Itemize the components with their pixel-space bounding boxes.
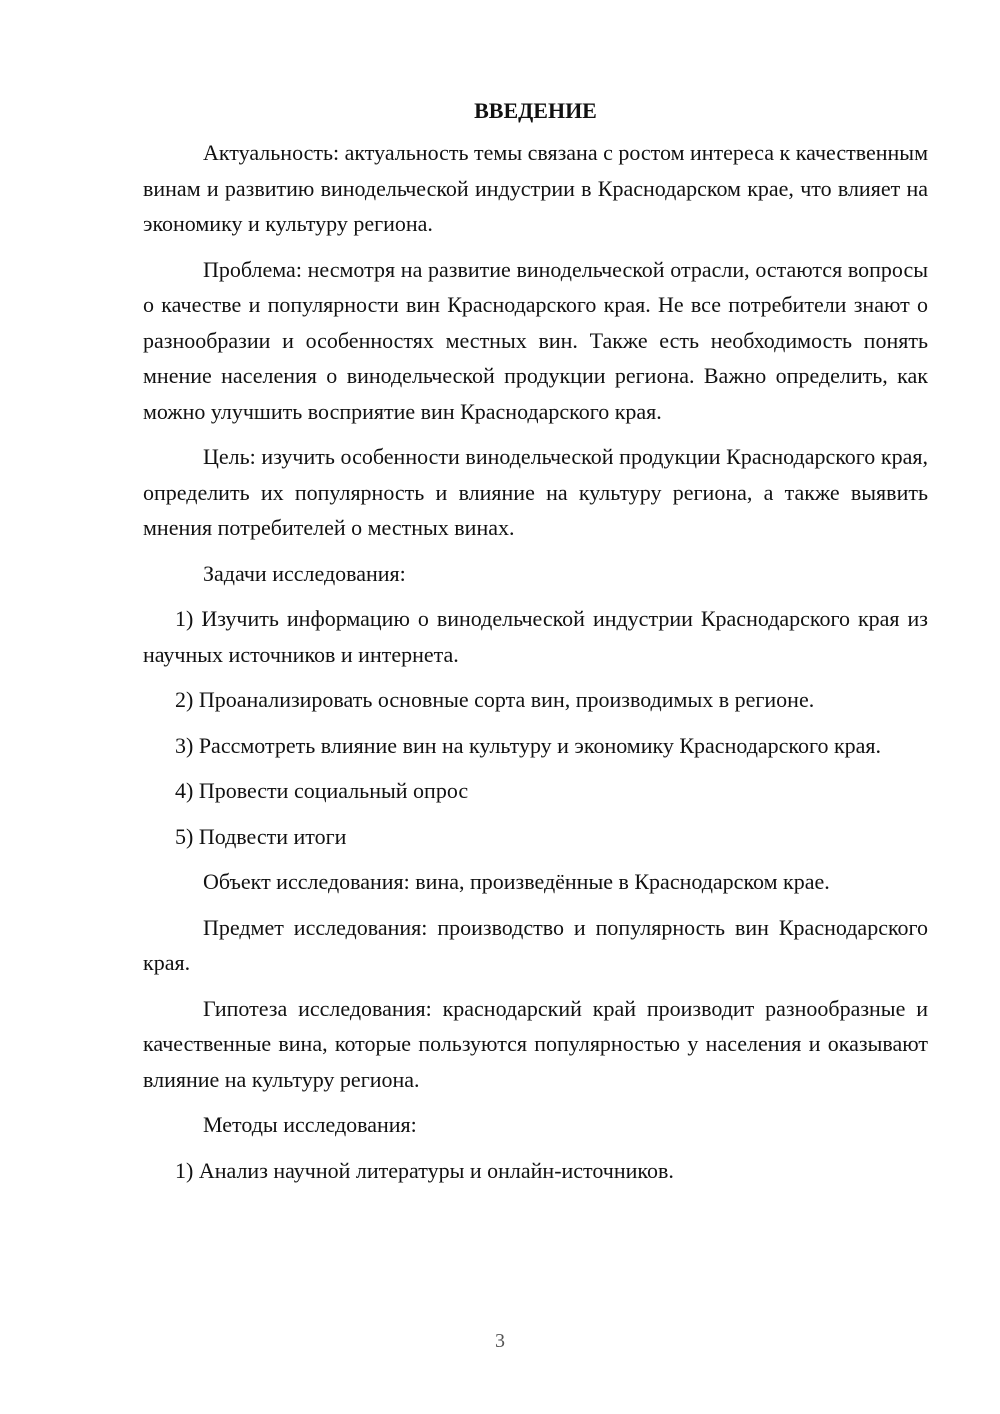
paragraph-relevance: Актуальность: актуальность темы связана с ростом интереса к качественным винам и развитию винодельческой индустрии в Краснодарском крае, что влияет на экономику и культуру региона. xyxy=(143,140,928,236)
list-item-task-4: 4) Провести социальный опрос xyxy=(175,778,469,803)
section-title: ВВЕДЕНИЕ xyxy=(474,98,597,123)
list-item-task-5: 5) Подвести итоги xyxy=(175,823,347,849)
list-item-task-1: 1) Изучить информацию о винодельческой индустрии Краснодарского края из научных источников и интернета. xyxy=(143,606,928,667)
paragraph-hypothesis: Гипотеза исследования: краснодарский край производит разнообразные и качественные вина, которые пользуются популярностью у населения и оказывают влияние на культуру региона. xyxy=(143,995,928,1092)
page-number: 3 xyxy=(495,1330,505,1352)
list-item-task-2: 2) Проанализировать основные сорта вин, производимых в регионе. xyxy=(175,687,815,712)
paragraph-problem: Проблема: несмотря на развитие винодельческой отрасли, остаются вопросы о качестве и популярности вин Краснодарского края. Не все потребители знают о разнообразии и особенностях местных вин. Также есть необходимость понять мнение населения о винодельческой продукции региона. Важно определить, как можно улучшить восприятие вин Краснодарского края. xyxy=(143,256,928,424)
methods-heading: Методы исследования: xyxy=(203,1112,417,1137)
list-item-task-3: 3) Рассмотреть влияние вин на культуру и экономику Краснодарского края. xyxy=(175,732,882,758)
paragraph-subject: Предмет исследования: производство и популярность вин Краснодарского края. xyxy=(143,914,928,975)
tasks-heading: Задачи исследования: xyxy=(203,560,406,586)
paragraph-goal: Цель: изучить особенности винодельческой продукции Краснодарского края, определить их популярность и влияние на культуру региона, а также выявить мнения потребителей о местных винах. xyxy=(143,444,928,540)
list-item-method-1: 1) Анализ научной литературы и онлайн-источников. xyxy=(175,1157,674,1183)
paragraph-object: Объект исследования: вина, произведённые в Краснодарском крае. xyxy=(203,869,830,894)
page-content xyxy=(143,96,928,1198)
